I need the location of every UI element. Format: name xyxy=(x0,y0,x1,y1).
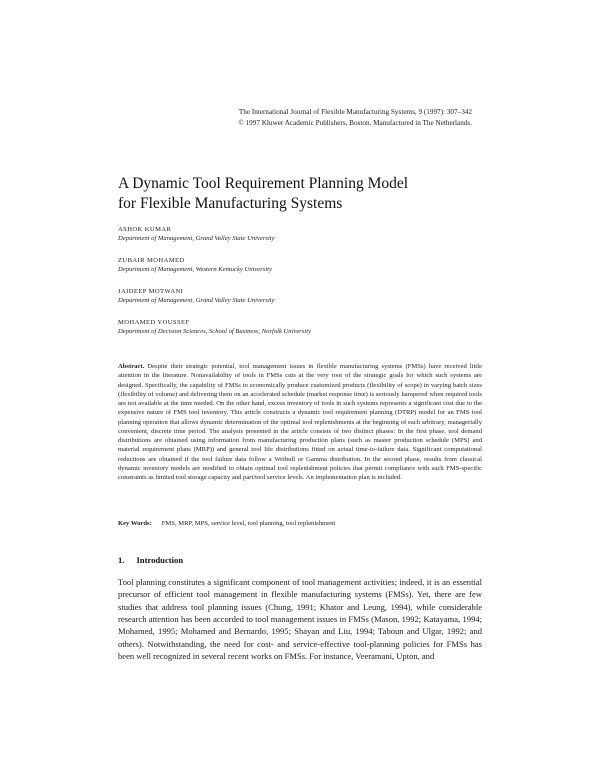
author-name: JAIDEEP MOTWANI xyxy=(118,288,184,295)
author-affiliation: Department of Management, Grand Valley State University xyxy=(118,235,275,242)
author-block xyxy=(118,287,478,318)
title-line-1: A Dynamic Tool Requirement Planning Model xyxy=(118,175,409,192)
author-affiliation: Department of Management, Grand Valley State University xyxy=(118,297,275,304)
author-name: MOHAMED YOUSSEF xyxy=(118,319,190,326)
intro-paragraph: Tool planning constitutes a significant component of tool management activities; indeed, it is an essential precursor of efficient tool management in flexible manufacturing systems (FMSs). Yet, there are few studies that address tool planning issues (Chung, 1991; Khator and Leung, 1994), while considerable research attention has been accorded to tool management issues in FMSs (Mason, 1992; Katayama, 1994; Mohamed, 1995; Mohamed and Bernardo, 1995; Shayan and Liu, 1994; Taboun and Ulgar, 1992; and others). Notwithstanding, the need for cost- and service-effective tool-planning policies for FMSs has been well recognized in several recent works on FMSs. For instance, Veeramani, Upton, and xyxy=(118,577,482,662)
abstract-label: Abstract. xyxy=(118,363,145,370)
author-name: ZUBAIR MOHAMED xyxy=(118,257,185,264)
journal-copyright: © 1997 Kluwer Academic Publishers, Boston. Manufactured in The Netherlands. xyxy=(238,118,472,127)
author-list xyxy=(118,225,478,349)
section-heading xyxy=(118,554,482,566)
journal-header xyxy=(172,107,472,128)
author-block xyxy=(118,225,478,256)
abstract xyxy=(118,362,482,482)
title-line-2: for Flexible Manufacturing Systems xyxy=(118,195,343,212)
author-affiliation: Department of Management, Western Kentucky University xyxy=(118,266,272,273)
author-name: ASHOK KUMAR xyxy=(118,226,172,233)
author-affiliation: Department of Decision Sciences, School of Business, Norfolk University xyxy=(118,328,312,335)
keywords-label: Key Words: xyxy=(118,520,152,527)
author-block xyxy=(118,318,478,349)
keywords xyxy=(118,519,482,528)
abstract-text: Despite their strategic potential, tool management issues in flexible manufacturing systems (FMSs) have received little attention in the literature. Nonavailability of tools in FMSs cuts at the very root of the strategic goals for which such systems are designed. Specifically, the capability of FMSs to economically produce customized products (flexibility of scope) in varying batch sizes (flexibility of volume) and delivering them on an accelerated schedule (market response time) is seriously hampered when required tools are not available at the time needed. On the other hand, excess inventory of tools in such systems represents a significant cost due to the expensive nature of FMS tool inventory. This article constructs a dynamic tool requirement planning (DTRP) model for an FMS tool planning operation that allows dynamic determination of the optimal tool replenishments at the beginning of each arbitrary, managerially convenient, discrete time period. The analysis presented in the article consists of two distinct phases: In the first phase, tool demand distributions are obtained using information from manufacturing production plans (such as master production schedule (MPS) and material requirement plans (MRP)) and general tool life distributions fitted on actual time-to-failure data. Significant computational reductions are obtained if the tool failure data follow a Weibull or Gamma distribution. In the second phase, results from classical dynamic inventory models are modified to obtain optimal tool replenishment policies that permit compliance with such FMS-specific constraints as limited tool storage capacity and part/tool service levels. An implementation plan is included. xyxy=(118,363,482,481)
keywords-text: FMS, MRP, MPS, service level, tool planning, tool replenishment xyxy=(161,520,336,527)
author-block xyxy=(118,256,478,287)
section-number: 1. xyxy=(118,555,125,565)
section-title: Introduction xyxy=(136,555,184,565)
journal-citation: The International Journal of Flexible Manufacturing Systems, 9 (1997): 307–342 xyxy=(238,108,472,116)
paper-title xyxy=(118,174,478,214)
